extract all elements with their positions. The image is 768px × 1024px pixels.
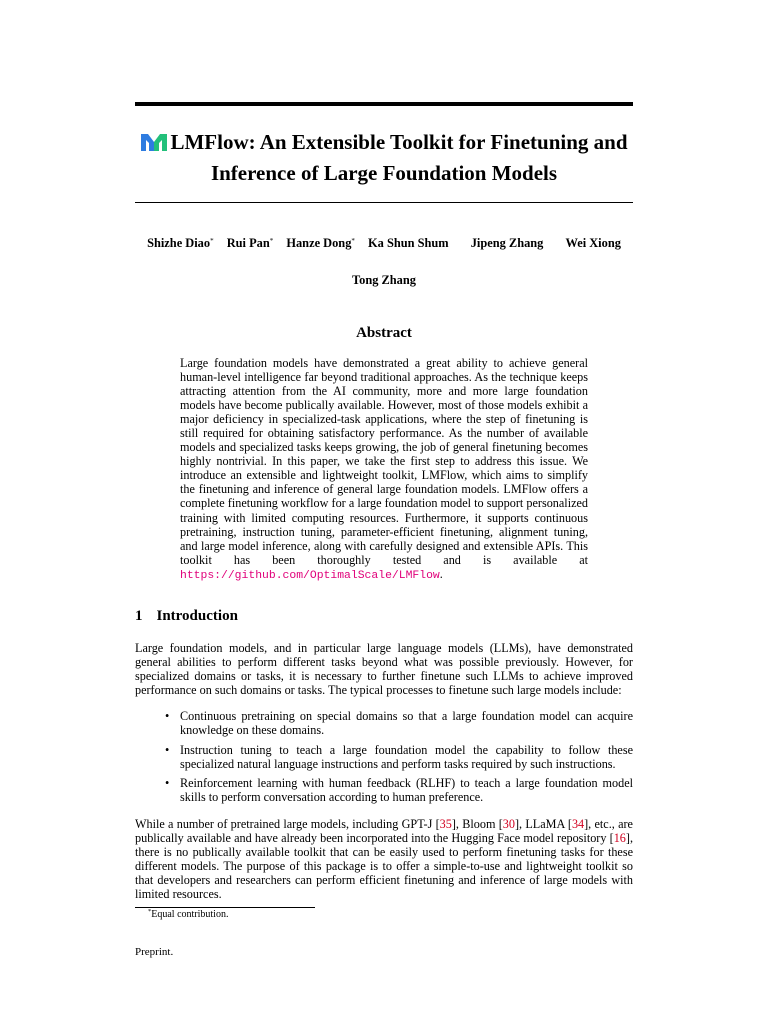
top-rule bbox=[135, 102, 633, 106]
citation-link[interactable]: 34 bbox=[571, 817, 585, 831]
list-item: • Instruction tuning to teach a large foundation model the capability to follow these specialized natural language instructions and perform tasks required by such instructions. bbox=[165, 742, 633, 771]
author: Wei Xiong bbox=[565, 236, 621, 250]
section-heading bbox=[135, 608, 238, 625]
title-line-2: Inference of Large Foundation Models bbox=[210, 161, 558, 185]
list-item: • Continuous pretraining on special domains so that a large foundation model can acquire knowledge on these domains. bbox=[165, 709, 633, 738]
section-title: Introduction bbox=[156, 608, 238, 624]
bullet-icon: • bbox=[165, 776, 170, 791]
citation-link[interactable]: 35 bbox=[439, 817, 452, 831]
author: Jipeng Zhang bbox=[470, 236, 544, 250]
title-rule bbox=[135, 202, 633, 203]
title-line-1: LMFlow: An Extensible Toolkit for Finetuning and bbox=[170, 130, 628, 154]
abstract-text: Large foundation models have demonstrated a great ability to achieve general human-level intelligence far beyond traditional approaches. As the technique keeps attracting attention from the AI community, more and more large foundation models have become publically available. However, most of those models exhibit a major deficiency in specialized-task applications, where the step of finetuning is still required for obtaining satisfactory performance. As the number of available models and specialized tasks keeps growing, the job of general finetuning becomes highly nontrivial. In this paper, we take the first step to address this issue. We introduce an extensible and lightweight toolkit, LMFlow, which aims to simplify the finetuning and inference of general large foundation models. LMFlow offers a complete finetuning workflow for a large foundation model to support personalized training with limited computing resources. Furthermore, it supports continuous pretraining, instruction tuning, parameter-efficient finetuning, alignment tuning, and large model inference, along with carefully designed and extensible APIs. This toolkit has been thoroughly tested and is available at bbox=[180, 356, 588, 567]
bullet-icon: • bbox=[165, 742, 170, 757]
abstract-body: Large foundation models have demonstrated a great ability to achieve general human-level intelligence far beyond traditional approaches. As the technique keeps attracting attention from the AI community, more and more large foundation models have become publically available. However, most of those models exhibit a major deficiency in specialized-task applications, where the step of finetuning is still required for obtaining satisfactory performance. As the number of available models and specialized tasks keeps growing, the job of general finetuning becomes highly nontrivial. In this paper, we take the first step to address this issue. We introduce an extensible and lightweight toolkit, LMFlow, which aims to simplify the finetuning and inference of general large foundation models. LMFlow offers a complete finetuning workflow for a large foundation model to support personalized training with limited computing resources. Furthermore, it supports continuous pretraining, instruction tuning, parameter-efficient finetuning, alignment tuning, and large model inference, along with carefully designed and extensible APIs. This toolkit has been thoroughly tested and is available at https://github.com/OptimalScale/LMFlow. bbox=[180, 356, 588, 582]
bullet-icon: • bbox=[165, 709, 170, 723]
intro-paragraph-1: Large foundation models, and in particular large language models (LLMs), have demonstrated general abilities to perform different tasks beyond what was possible previously. However, for specialized domains or tasks, it is necessary to further finetune such LLMs to achieve improved performance on such domains or tasks. The typical processes to finetune such large models include: bbox=[135, 641, 633, 698]
section-number: 1 bbox=[135, 608, 143, 624]
author-list bbox=[135, 236, 633, 251]
footnote: *Equal contribution. bbox=[148, 908, 229, 920]
citation-link[interactable]: 16 bbox=[613, 831, 626, 846]
abstract-heading: Abstract bbox=[356, 325, 412, 341]
paper-title bbox=[135, 128, 633, 187]
author: Ka Shun Shum bbox=[368, 236, 449, 250]
intro-paragraph-2: While a number of pretrained large models, including GPT-J [35], Bloom [30], LLaMA [34], etc., are publically available and have already been incorporated into the Hugging Face model repository [16], there is no publically available toolkit that can be easily used to perform finetuning tasks for these different models. The purpose of this package is to offer a simple-to-use and lightweight toolkit so that developers and researchers can perform efficient finetuning and inference of large models with limited resources. bbox=[135, 817, 633, 902]
list-item: • Reinforcement learning with human feedback (RLHF) to teach a large foundation model skills to perform conversation according to human preference. bbox=[165, 776, 633, 805]
footer-preprint: Preprint. bbox=[135, 946, 174, 958]
citation-link[interactable]: 30 bbox=[502, 817, 515, 831]
bullet-list bbox=[165, 709, 633, 810]
author-last: Tong Zhang bbox=[352, 273, 416, 287]
author: Hanze Dong* bbox=[286, 236, 355, 250]
author: Shizhe Diao* bbox=[147, 236, 214, 250]
lmflow-logo-icon bbox=[140, 131, 168, 159]
author: Rui Pan* bbox=[226, 236, 274, 250]
github-link[interactable]: https://github.com/OptimalScale/LMFlow bbox=[180, 569, 440, 582]
